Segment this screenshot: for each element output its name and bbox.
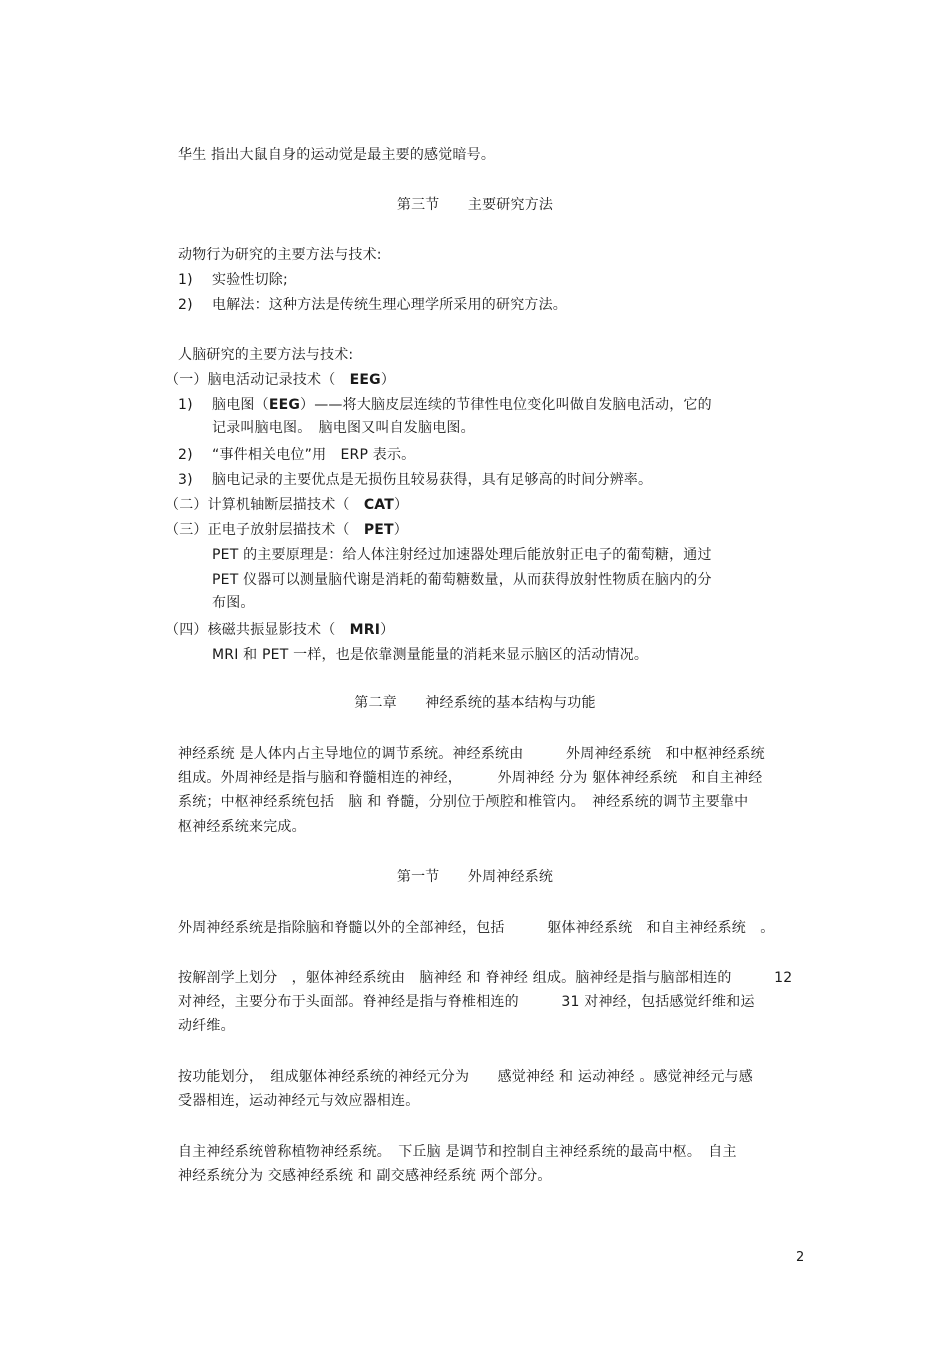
subheading-text: ） (380, 622, 395, 638)
list-item (178, 295, 567, 315)
subheading (165, 620, 394, 640)
abbr: PET (363, 522, 394, 538)
abbr: MRI (349, 622, 381, 638)
paragraph-line: PET 的主要原理是：给人体注射经过加速器处理后能放射正电子的葡萄糖，通过 (212, 547, 712, 563)
paragraph-line: 神经系统 是人体内占主导地位的调节系统。神经系统由 外周神经系统 和中枢神经系统 (178, 746, 765, 762)
list-number: 1) (178, 397, 193, 413)
subheading (165, 520, 408, 540)
subheading-text: （三）正电子放射层描技术（ (165, 522, 364, 538)
paragraph-line: 人脑研究的主要方法与技术: (178, 347, 354, 363)
list-number: 2) (178, 297, 193, 313)
subheading (165, 370, 395, 390)
paragraph-line: 对神经，主要分布于头面部。脊神经是指与脊椎相连的 31 对神经，包括感觉纤维和运 (178, 994, 755, 1010)
list-text: 脑电记录的主要优点是无损伤且较易获得，具有足够高的时间分辨率。 (212, 472, 653, 488)
abbr: EEG (349, 372, 381, 388)
paragraph-line: 组成。外周神经是指与脑和脊髓相连的神经， 外周神经 分为 躯体神经系统 和自主神经 (178, 770, 763, 786)
list-number: 3) (178, 472, 193, 488)
paragraph-line: 自主神经系统曾称植物神经系统。 下丘脑 是调节和控制自主神经系统的最高中枢。 自主 (178, 1144, 737, 1160)
list-item (178, 395, 712, 415)
subheading-text: ） (393, 522, 408, 538)
paragraph-line: 外周神经系统是指除脑和脊髓以外的全部神经，包括 躯体神经系统 和自主神经系统 。 (178, 920, 775, 936)
paragraph-line: 按功能划分， 组成躯体神经系统的神经元分为 感觉神经 和 运动神经 。感觉神经元与感 (178, 1069, 753, 1085)
paragraph-line: 神经系统分为 交感神经系统 和 副交感神经系统 两个部分。 (178, 1168, 552, 1184)
subheading (165, 495, 408, 515)
paragraph-line: MRI 和 PET 一样，也是依靠测量能量的消耗来显示脑区的活动情况。 (212, 647, 649, 663)
paragraph-line: 动物行为研究的主要方法与技术: (178, 247, 382, 263)
paragraph-line: 系统；中枢神经系统包括 脑 和 脊髓，分别位于颅腔和椎管内。 神经系统的调节主要靠中 (178, 794, 749, 810)
list-item (178, 445, 415, 465)
abbr: EEG (268, 397, 301, 413)
subheading-text: （四）核磁共振显影技术（ (165, 622, 350, 638)
section-heading: 第三节 主要研究方法 (396, 197, 554, 213)
subheading-text: （二）计算机轴断层描技术（ (165, 497, 364, 513)
list-number: 1) (178, 272, 193, 288)
list-text: 实验性切除; (212, 272, 288, 288)
list-text: ）——将大脑皮层连续的节律性电位变化叫做自发脑电活动，它的 (300, 397, 712, 413)
paragraph-line: 布图。 (212, 595, 255, 611)
section-heading: 第一节 外周神经系统 (396, 869, 554, 885)
subheading-text: ） (394, 497, 409, 513)
paragraph-line: 按解剖学上划分 ，躯体神经系统由 脑神经 和 脊神经 组成。脑神经是指与脑部相连的 12 (178, 970, 793, 986)
paragraph-line: 华生 指出大鼠自身的运动觉是最主要的感觉暗号。 (178, 147, 496, 163)
paragraph-line: 动纤维。 (178, 1018, 235, 1034)
page-number: 2 (796, 1250, 805, 1265)
list-item (178, 470, 652, 490)
list-number: 2) (178, 447, 193, 463)
paragraph-line: 记录叫脑电图。 脑电图又叫自发脑电图。 (212, 420, 475, 436)
subheading-text: （一）脑电活动记录技术（ (165, 372, 350, 388)
paragraph-line: 受器相连，运动神经元与效应器相连。 (178, 1093, 420, 1109)
paragraph-line: 枢神经系统来完成。 (178, 819, 306, 835)
list-text: “事件相关电位”用 ERP 表示。 (212, 447, 416, 463)
list-item (178, 270, 288, 290)
list-text: 电解法：这种方法是传统生理心理学所采用的研究方法。 (212, 297, 567, 313)
paragraph-line: PET 仪器可以测量脑代谢是消耗的葡萄糖数量，从而获得放射性物质在脑内的分 (212, 572, 712, 588)
list-text: 脑电图（ (212, 397, 269, 413)
subheading-text: ） (380, 372, 396, 388)
chapter-heading: 第二章 神经系统的基本结构与功能 (354, 695, 596, 711)
abbr: CAT (363, 497, 394, 513)
